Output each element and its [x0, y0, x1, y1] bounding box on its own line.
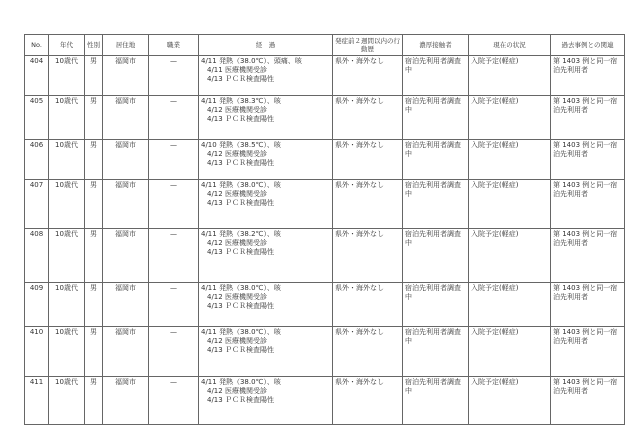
col-no: No.	[25, 35, 49, 56]
cell-status: 入院予定(軽症)	[469, 140, 551, 180]
cell-relation: 第 1403 例と同一宿泊先利用者	[551, 180, 625, 229]
course-line: 4/12 医療機関受診	[207, 239, 267, 247]
course-line: 4/13 ＰＣＲ検査陽性	[207, 159, 274, 167]
cell-occupation: —	[149, 96, 199, 140]
table-row	[25, 96, 625, 140]
cell-no: 404	[25, 56, 49, 96]
cell-relation: 第 1403 例と同一宿泊先利用者	[551, 96, 625, 140]
table-row	[25, 180, 625, 229]
cell-status: 入院予定(軽症)	[469, 283, 551, 327]
cell-travel: 県外・海外なし	[333, 56, 403, 96]
cell-status: 入院予定(軽症)	[469, 180, 551, 229]
course-line: 4/13 ＰＣＲ検査陽性	[207, 346, 274, 354]
table-row	[25, 140, 625, 180]
cell-residence: 福岡市	[103, 96, 149, 140]
cell-contact: 宿泊先利用者調査中	[403, 140, 469, 180]
col-travel: 発症前２週間以内の行動歴	[333, 35, 403, 56]
cell-travel: 県外・海外なし	[333, 140, 403, 180]
cell-occupation: —	[149, 327, 199, 377]
cell-sex: 男	[85, 327, 103, 377]
cell-no: 408	[25, 229, 49, 283]
cell-residence: 福岡市	[103, 229, 149, 283]
course-line: 4/12 医療機関受診	[207, 150, 267, 158]
table-row	[25, 229, 625, 283]
col-occupation: 職業	[149, 35, 199, 56]
course-line: 4/13 ＰＣＲ検査陽性	[207, 115, 274, 123]
course-line: 4/11 医療機関受診	[207, 66, 267, 74]
cell-age: 10歳代	[49, 327, 85, 377]
cell-course	[199, 327, 333, 377]
cell-age: 10歳代	[49, 229, 85, 283]
cell-status: 入院予定(軽症)	[469, 327, 551, 377]
cell-course	[199, 96, 333, 140]
cell-no: 405	[25, 96, 49, 140]
course-line: 4/10 発熱（38.5℃）、咳	[201, 141, 281, 149]
course-line: 4/13 ＰＣＲ検査陽性	[207, 248, 274, 256]
cell-contact: 宿泊先利用者調査中	[403, 283, 469, 327]
cell-status: 入院予定(軽症)	[469, 229, 551, 283]
cell-sex: 男	[85, 56, 103, 96]
table-row	[25, 283, 625, 327]
cell-residence: 福岡市	[103, 180, 149, 229]
cell-age: 10歳代	[49, 56, 85, 96]
cell-sex: 男	[85, 377, 103, 425]
course-line: 4/12 医療機関受診	[207, 387, 267, 395]
course-line: 4/11 発熱（38.3℃）、咳	[201, 97, 281, 105]
col-relation: 過去事例との関連	[551, 35, 625, 56]
cell-travel: 県外・海外なし	[333, 180, 403, 229]
cell-residence: 福岡市	[103, 140, 149, 180]
cell-age: 10歳代	[49, 377, 85, 425]
course-line: 4/12 医療機関受診	[207, 337, 267, 345]
cell-sex: 男	[85, 180, 103, 229]
cell-contact: 宿泊先利用者調査中	[403, 56, 469, 96]
cell-occupation: —	[149, 377, 199, 425]
course-line: 4/11 発熱（38.0℃）、咳	[201, 328, 281, 336]
cell-no: 411	[25, 377, 49, 425]
col-sex: 性別	[85, 35, 103, 56]
cell-relation: 第 1403 例と同一宿泊先利用者	[551, 140, 625, 180]
course-line: 4/12 医療機関受診	[207, 190, 267, 198]
cell-contact: 宿泊先利用者調査中	[403, 377, 469, 425]
cell-no: 409	[25, 283, 49, 327]
col-status: 現在の状況	[469, 35, 551, 56]
cell-age: 10歳代	[49, 140, 85, 180]
cell-travel: 県外・海外なし	[333, 96, 403, 140]
course-line: 4/13 ＰＣＲ検査陽性	[207, 75, 274, 83]
cell-sex: 男	[85, 96, 103, 140]
table-row	[25, 377, 625, 425]
cell-contact: 宿泊先利用者調査中	[403, 96, 469, 140]
cell-course	[199, 56, 333, 96]
course-line: 4/11 発熱（38.0℃）、頭痛、咳	[201, 57, 302, 65]
cell-age: 10歳代	[49, 96, 85, 140]
cell-relation: 第 1403 例と同一宿泊先利用者	[551, 377, 625, 425]
cell-travel: 県外・海外なし	[333, 377, 403, 425]
course-line: 4/12 医療機関受診	[207, 293, 267, 301]
cell-residence: 福岡市	[103, 56, 149, 96]
col-age: 年代	[49, 35, 85, 56]
cell-relation: 第 1403 例と同一宿泊先利用者	[551, 56, 625, 96]
cell-sex: 男	[85, 140, 103, 180]
cell-residence: 福岡市	[103, 283, 149, 327]
course-line: 4/13 ＰＣＲ検査陽性	[207, 302, 274, 310]
cell-occupation: —	[149, 180, 199, 229]
cell-relation: 第 1403 例と同一宿泊先利用者	[551, 229, 625, 283]
cell-occupation: —	[149, 140, 199, 180]
cell-course	[199, 377, 333, 425]
cell-no: 406	[25, 140, 49, 180]
cell-status: 入院予定(軽症)	[469, 377, 551, 425]
cell-course	[199, 229, 333, 283]
course-line: 4/11 発熱（38.0℃）、咳	[201, 181, 281, 189]
col-course: 経 過	[199, 35, 333, 56]
cell-contact: 宿泊先利用者調査中	[403, 229, 469, 283]
course-line: 4/11 発熱（38.2℃）、咳	[201, 230, 281, 238]
cell-course	[199, 140, 333, 180]
case-list-sheet	[24, 34, 624, 425]
cell-occupation: —	[149, 56, 199, 96]
case-table	[24, 34, 625, 425]
col-residence: 居住地	[103, 35, 149, 56]
cell-no: 410	[25, 327, 49, 377]
course-line: 4/11 発熱（38.0℃）、咳	[201, 284, 281, 292]
cell-residence: 福岡市	[103, 377, 149, 425]
cell-no: 407	[25, 180, 49, 229]
cell-contact: 宿泊先利用者調査中	[403, 327, 469, 377]
cell-travel: 県外・海外なし	[333, 283, 403, 327]
cell-occupation: —	[149, 283, 199, 327]
cell-contact: 宿泊先利用者調査中	[403, 180, 469, 229]
table-row	[25, 56, 625, 96]
cell-status: 入院予定(軽症)	[469, 56, 551, 96]
course-line: 4/11 発熱（38.0℃）、咳	[201, 378, 281, 386]
cell-course	[199, 180, 333, 229]
header-row	[25, 35, 625, 56]
cell-age: 10歳代	[49, 283, 85, 327]
table-row	[25, 327, 625, 377]
course-line: 4/13 ＰＣＲ検査陽性	[207, 199, 274, 207]
cell-status: 入院予定(軽症)	[469, 96, 551, 140]
cell-sex: 男	[85, 229, 103, 283]
col-contact: 濃厚接触者	[403, 35, 469, 56]
course-line: 4/12 医療機関受診	[207, 106, 267, 114]
cell-course	[199, 283, 333, 327]
cell-relation: 第 1403 例と同一宿泊先利用者	[551, 283, 625, 327]
cell-travel: 県外・海外なし	[333, 229, 403, 283]
cell-residence: 福岡市	[103, 327, 149, 377]
cell-age: 10歳代	[49, 180, 85, 229]
course-line: 4/13 ＰＣＲ検査陽性	[207, 396, 274, 404]
cell-sex: 男	[85, 283, 103, 327]
cell-occupation: —	[149, 229, 199, 283]
cell-relation: 第 1403 例と同一宿泊先利用者	[551, 327, 625, 377]
cell-travel: 県外・海外なし	[333, 327, 403, 377]
